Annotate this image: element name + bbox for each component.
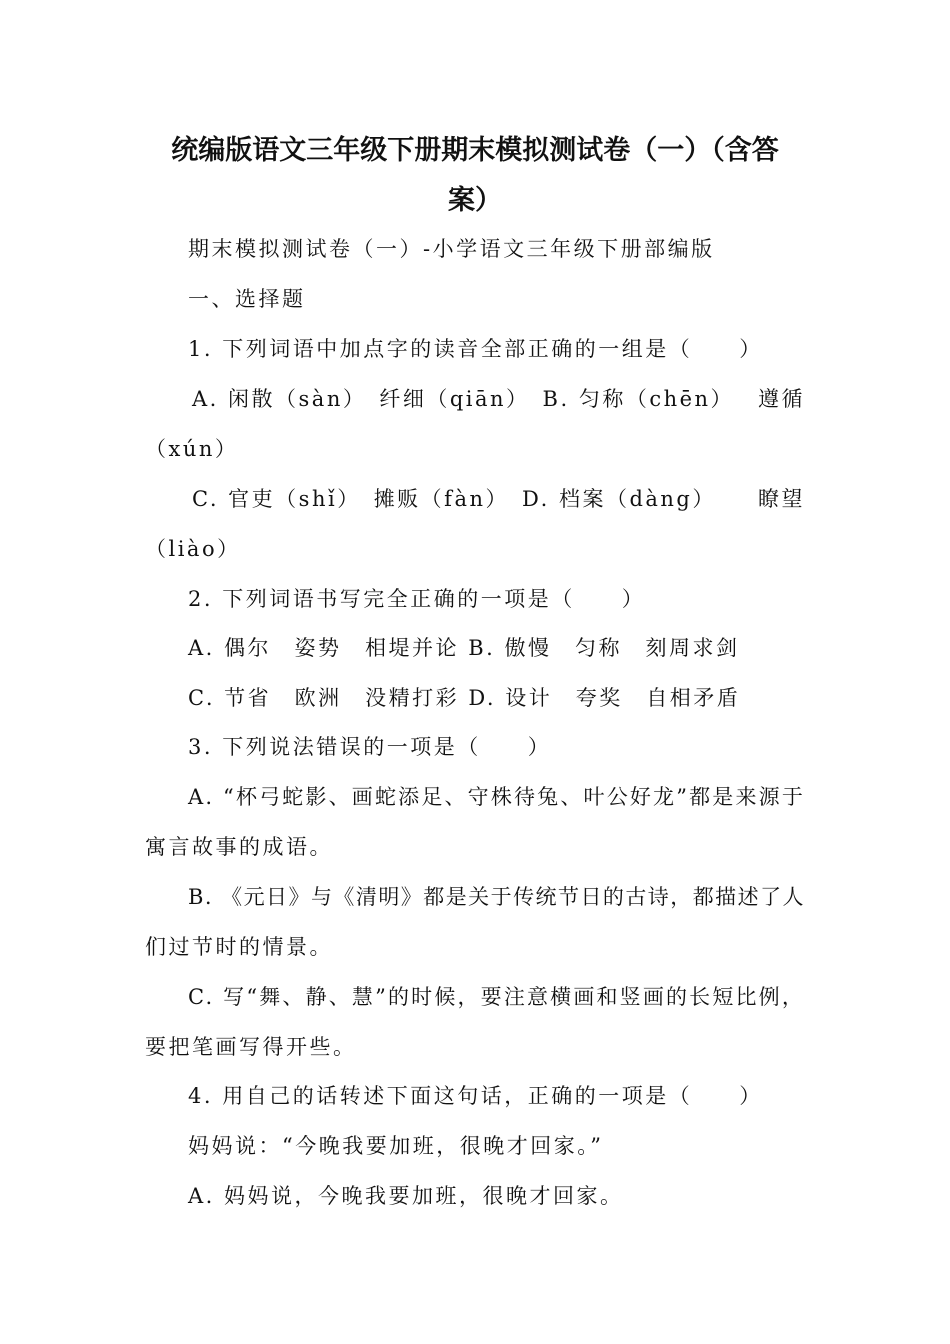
question-2-options-cd: C. 节省 欧洲 没精打彩 D. 设计 夸奖 自相矛盾: [188, 686, 741, 710]
question-2-stem: 2. 下列词语书写完全正确的一项是（ ）: [188, 587, 646, 611]
question-1-stem: 1. 下列词语中加点字的读音全部正确的一组是（ ）: [188, 337, 763, 361]
question-1-option-d-pinyin: （liào）: [145, 537, 241, 561]
question-3-option-a-line-1: A. “杯弓蛇影、画蛇添足、守株待兔、叶公好龙”都是来源于: [188, 785, 805, 809]
section-heading: 一、选择题: [188, 287, 306, 311]
question-3-option-a-line-2: 寓言故事的成语。: [145, 835, 333, 859]
subtitle: 期末模拟测试卷（一）-小学语文三年级下册部编版: [188, 237, 715, 261]
question-3-option-c-line-2: 要把笔画写得开些。: [145, 1035, 357, 1059]
question-1-options-ab: A. 闲散（sàn） 纤细（qiān） B. 匀称（chēn）: [192, 387, 735, 411]
question-4-option-a: A. 妈妈说，今晚我要加班，很晚才回家。: [188, 1184, 624, 1208]
document-title-line-1: 统编版语文三年级下册期末模拟测试卷（一）（含答: [171, 135, 779, 166]
question-1-option-d-word: 瞭望: [758, 487, 805, 511]
question-2-options-ab: A. 偶尔 姿势 相堤并论 B. 傲慢 匀称 刻周求剑: [188, 636, 740, 660]
question-3-option-c-line-1: C. 写“舞、静、慧”的时候，要注意横画和竖画的长短比例，: [188, 985, 805, 1009]
question-3-option-b-line-1: B. 《元日》与《清明》都是关于传统节日的古诗，都描述了人: [188, 885, 805, 909]
question-4-stem: 4. 用自己的话转述下面这句话，正确的一项是（ ）: [188, 1084, 763, 1108]
question-1-option-b-pinyin: （xún）: [145, 437, 239, 461]
question-1-options-cd: C. 官吏（shǐ） 摊贩（fàn） D. 档案（dàng）: [192, 487, 716, 511]
question-1-option-b-word: 遵循: [758, 387, 805, 411]
question-3-stem: 3. 下列说法错误的一项是（ ）: [188, 735, 552, 759]
question-4-quote: 妈妈说：“今晚我要加班，很晚才回家。”: [188, 1134, 604, 1158]
document-title-line-2: 案）: [448, 185, 502, 216]
question-3-option-b-line-2: 们过节时的情景。: [145, 935, 333, 959]
